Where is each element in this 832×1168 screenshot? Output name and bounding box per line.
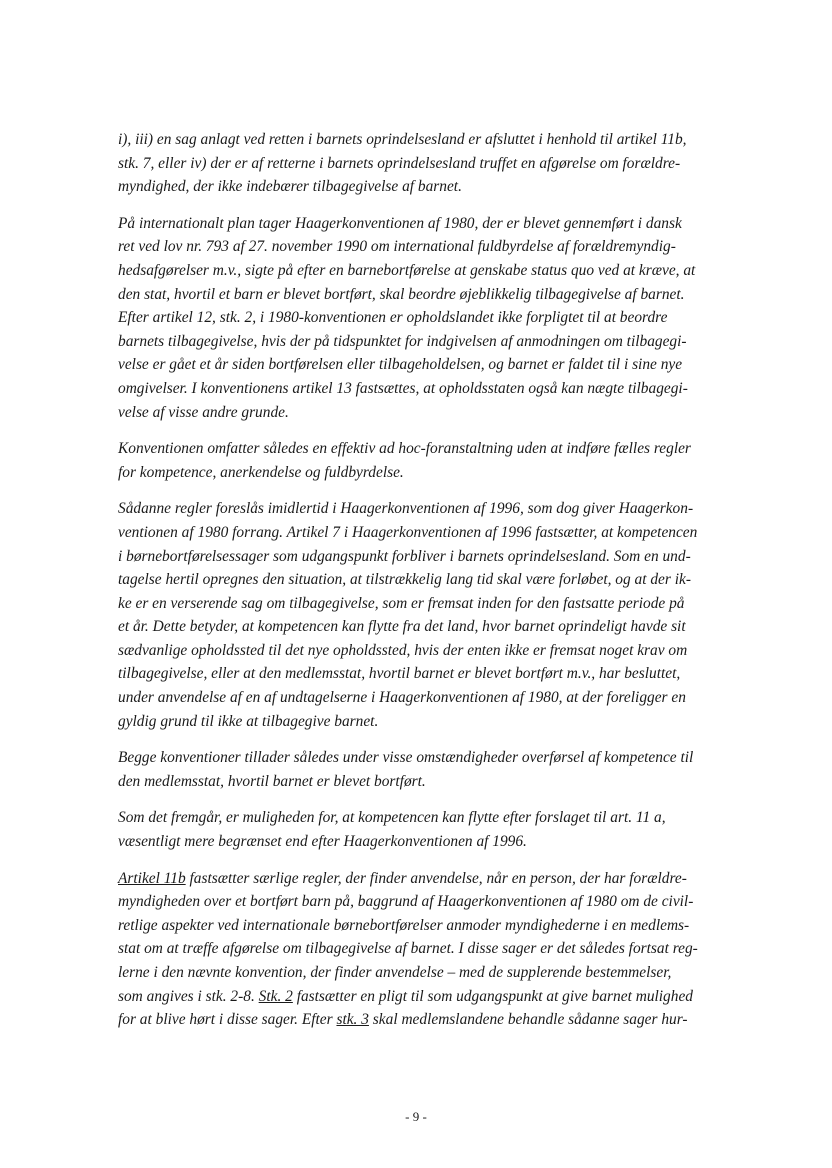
text-line — [118, 353, 744, 377]
text-line — [118, 152, 744, 176]
text-line — [118, 235, 744, 259]
text-line — [118, 639, 744, 663]
text-segment: gyldig grund til ikke at tilbagegive barnet. — [118, 712, 379, 730]
text-line — [118, 175, 744, 199]
text-segment: som angives i stk. 2-8. — [118, 987, 259, 1005]
text-segment: hedsafgørelser m.v., sigte på efter en barnebortførelse at genskabe status quo ved at kræve, at — [118, 261, 696, 279]
document-body — [118, 128, 744, 1045]
text-segment: stk. 7, eller iv) der er af retterne i barnets oprindelsesland truffet en afgørelse om forældre- — [118, 154, 681, 172]
text-segment: sædvanlige opholdssted til det nye opholdssted, hvis der enten ikke er fremsat noget krav om — [118, 641, 688, 659]
text-segment: væsentligt mere begrænset end efter Haagerkonventionen af 1996. — [118, 833, 527, 851]
text-segment: tilbagegivelse, eller at den medlemsstat, hvortil barnet er blevet bortført m.v., har besluttet, — [118, 665, 681, 683]
text-segment: ke er en verserende sag om tilbagegivelse, som er fremsat inden for den fastsatte periode på — [118, 594, 685, 612]
paragraph — [118, 746, 744, 793]
paragraph — [118, 212, 744, 424]
text-segment: et år. Dette betyder, at kompetencen kan flytte fra det land, hvor barnet oprindeligt havde sit — [118, 618, 686, 636]
text-line — [118, 867, 744, 891]
text-segment: omgivelser. I konventionens artikel 13 fastsættes, at opholdsstaten også kan nægte tilbagegi- — [118, 379, 688, 397]
text-line — [118, 770, 744, 794]
text-line — [118, 521, 744, 545]
text-segment: myndighed, der ikke indebærer tilbagegivelse af barnet. — [118, 178, 462, 196]
text-segment: fastsætter en pligt til som udgangspunkt at give barnet mulighed — [292, 987, 693, 1005]
text-line — [118, 497, 744, 521]
text-line — [118, 283, 744, 307]
underlined-reference: stk. 3 — [336, 1011, 369, 1029]
text-segment: ret ved lov nr. 793 af 27. november 1990 om international fuldbyrdelse af forældremyndig- — [118, 238, 676, 256]
text-line — [118, 128, 744, 152]
text-line — [118, 306, 744, 330]
text-segment: lerne i den nævnte konvention, der finder anvendelse – med de supplerende bestemmelser, — [118, 964, 672, 981]
text-segment: retlige aspekter ved internationale børnebortførelser anmoder myndighederne i en medlems- — [118, 916, 690, 934]
text-line — [118, 330, 744, 354]
text-line — [118, 545, 744, 569]
text-line — [118, 568, 744, 592]
text-segment: i børnebortførelsessager som udgangspunkt forbliver i barnets oprindelsesland. Som en und- — [118, 547, 691, 565]
text-segment: den stat, hvortil et barn er blevet bortført, skal beordre øjeblikkelig tilbagegivelse af barnet. — [118, 285, 685, 303]
text-segment: tagelse hertil opregnes den situation, at tilstrækkelig lang tid skal være forløbet, og at der ik- — [118, 571, 691, 589]
text-segment: for at blive hørt i disse sager. Efter — [118, 1011, 337, 1029]
text-line — [118, 710, 744, 734]
text-segment: velse er gået et år siden bortførelsen eller tilbageholdelsen, og barnet er faldet til i sine nye — [118, 356, 683, 374]
text-segment: Konventionen omfatter således en effektiv ad hoc-foranstaltning uden at indføre fælles regler — [118, 440, 691, 458]
text-segment: fastsætter særlige regler, der finder anvendelse, når en person, der har forældre- — [185, 869, 687, 887]
text-line — [118, 377, 744, 401]
text-line — [118, 615, 744, 639]
text-segment: På internationalt plan tager Haagerkonventionen af 1980, der er blevet gennemført i dansk — [118, 214, 682, 232]
text-segment: barnets tilbagegivelse, hvis der på tidspunktet for indgivelsen af anmodningen om tilbagegi- — [118, 332, 687, 350]
text-segment: den medlemsstat, hvortil barnet er blevet bortført. — [118, 772, 426, 790]
text-line — [118, 1008, 744, 1032]
text-line — [118, 437, 744, 461]
text-line — [118, 985, 744, 1009]
text-segment: stat om at træffe afgørelse om tilbagegivelse af barnet. I disse sager er det således fortsat reg- — [118, 940, 698, 958]
text-segment: myndigheden over et bortført barn på, baggrund af Haagerkonventionen af 1980 om de civil- — [118, 893, 694, 911]
text-line — [118, 890, 744, 914]
text-line — [118, 259, 744, 283]
text-segment: skal medlemslandene behandle sådanne sager hur- — [368, 1011, 688, 1029]
text-line — [118, 461, 744, 485]
page-number: - 9 - — [405, 1109, 427, 1124]
text-segment: velse af visse andre grunde. — [118, 403, 289, 421]
text-line — [118, 212, 744, 236]
text-segment: Som det fremgår, er muligheden for, at kompetencen kan flytte efter forslaget til art. 11 a, — [118, 809, 666, 827]
text-segment: ventionen af 1980 forrang. Artikel 7 i Haagerkonventionen af 1996 fastsætter, at kompetencen — [118, 523, 698, 541]
text-segment: for kompetence, anerkendelse og fuldbyrdelse. — [118, 463, 404, 481]
text-line — [118, 662, 744, 686]
text-line — [118, 914, 744, 938]
underlined-reference: Artikel 11b — [118, 869, 186, 887]
text-segment: i), iii) en sag anlagt ved retten i barnets oprindelsesland er afsluttet i henhold til artikel 11b, — [118, 131, 687, 148]
text-segment: under anvendelse af en af undtagelserne i Haagerkonventionen af 1980, at der foreligger en — [118, 689, 686, 707]
paragraph — [118, 806, 744, 853]
underlined-reference: Stk. 2 — [258, 987, 293, 1005]
paragraph — [118, 128, 744, 199]
paragraph — [118, 437, 744, 484]
text-line — [118, 686, 744, 710]
paragraph — [118, 497, 744, 733]
paragraph — [118, 867, 744, 1032]
text-line — [118, 830, 744, 854]
text-segment: Sådanne regler foreslås imidlertid i Haagerkonventionen af 1996, som dog giver Haagerkon- — [118, 500, 694, 518]
text-line — [118, 401, 744, 425]
text-line — [118, 592, 744, 616]
text-line — [118, 806, 744, 830]
text-segment: Begge konventioner tillader således under visse omstændigheder overførsel af kompetence til — [118, 749, 694, 767]
text-line — [118, 746, 744, 770]
text-line — [118, 961, 744, 985]
text-line — [118, 937, 744, 961]
text-segment: Efter artikel 12, stk. 2, i 1980-konventionen er opholdslandet ikke forpligtet til at beordre — [118, 309, 668, 327]
